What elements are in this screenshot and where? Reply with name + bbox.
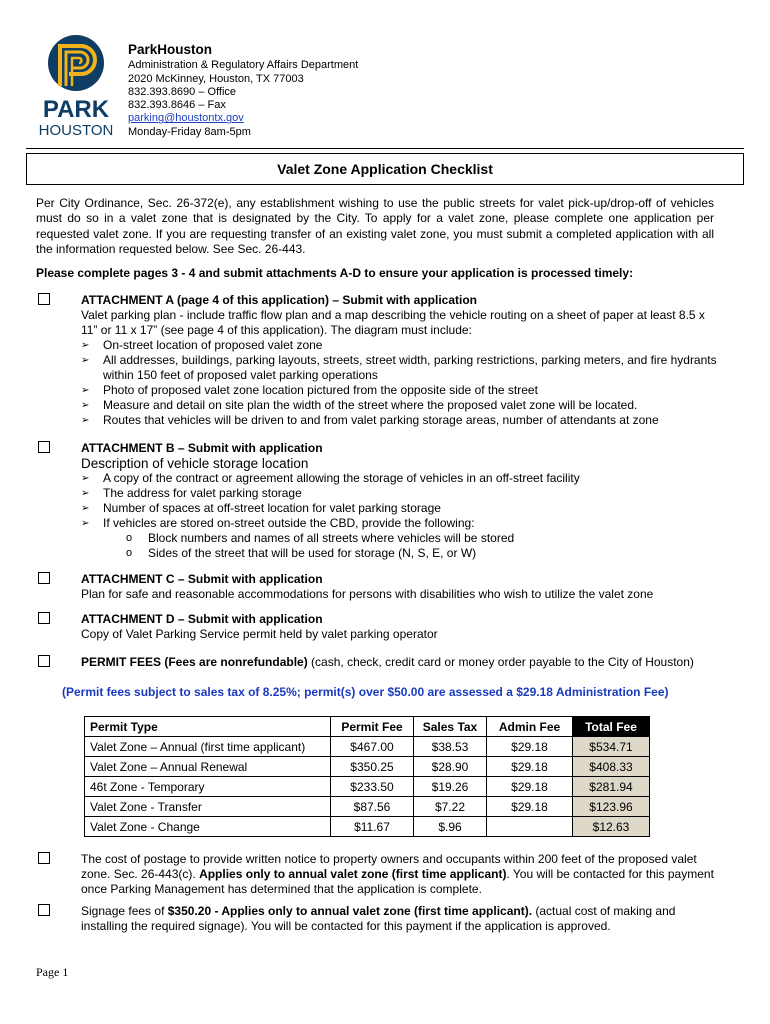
cell: Valet Zone - Transfer [85, 797, 331, 817]
attachment-b-subheading: Description of vehicle storage location [81, 456, 309, 471]
office-phone: 832.393.8690 – Office [128, 85, 237, 98]
fee-table [84, 716, 650, 837]
list-item: ➢ If vehicles are stored on-street outside the CBD, provide the following: [81, 516, 721, 531]
table-row [85, 777, 650, 797]
header-permit-fee: Permit Fee [331, 717, 414, 737]
park-houston-logo [33, 34, 119, 138]
header-total-fee: Total Fee [573, 717, 650, 737]
attachment-b [81, 441, 721, 561]
total-cell: $534.71 [573, 737, 650, 757]
attachment-a-list [81, 338, 721, 428]
total-cell: $12.63 [573, 817, 650, 837]
attachment-c-heading: ATTACHMENT C – Submit with application [81, 572, 323, 586]
page-number: Page 1 [36, 965, 69, 979]
table-header-row [85, 717, 650, 737]
attachment-a-checkbox[interactable] [38, 293, 50, 305]
cell: 46t Zone - Temporary [85, 777, 331, 797]
header-admin-fee: Admin Fee [487, 717, 573, 737]
attachment-b-list [81, 471, 721, 531]
postage-checkbox[interactable] [38, 852, 50, 864]
attachment-a-text: Valet parking plan - include traffic flow plan and a map describing the vehicle routing on a sheet of paper at least 8.5 x 11” or 11 x 17” (see page 4 of this application). The diagram must include: [81, 308, 705, 337]
cell: $11.67 [331, 817, 414, 837]
postage-text-end: . You will be contacted for this payment once Parking Management has determined that the application is complete. [81, 867, 714, 896]
total-cell: $408.33 [573, 757, 650, 777]
email-link[interactable]: parking@houstontx.gov [128, 112, 244, 125]
instruction-text: Please complete pages 3 - 4 and submit attachments A-D to ensure your application is processed timely: [36, 266, 634, 280]
cell: $467.00 [331, 737, 414, 757]
address: 2020 McKinney, Houston, TX 77003 [128, 72, 304, 85]
postage-bold: Applies only to annual valet zone (first time applicant) [199, 867, 507, 881]
cell: $38.53 [414, 737, 487, 757]
attachment-d-checkbox[interactable] [38, 612, 50, 624]
cell: $28.90 [414, 757, 487, 777]
list-item: o Block numbers and names of all streets where vehicles will be stored [126, 531, 721, 546]
page-title: Valet Zone Application Checklist [26, 153, 744, 185]
office-hours: Monday-Friday 8am-5pm [128, 125, 251, 138]
attachment-d-text: Copy of Valet Parking Service permit held by valet parking operator [81, 627, 438, 641]
permit-fees [81, 655, 721, 670]
attachment-a [81, 293, 721, 428]
table-row [85, 797, 650, 817]
cell: Valet Zone – Annual Renewal [85, 757, 331, 777]
list-item: ➢ Photo of proposed valet zone location pictured from the opposite side of the street [81, 383, 721, 398]
list-item: ➢ Measure and detail on site plan the width of the street where the proposed valet zone will be located. [81, 398, 721, 413]
table-row [85, 737, 650, 757]
list-item: ➢ Number of spaces at off-street location for valet parking storage [81, 501, 721, 516]
cell: $.96 [414, 817, 487, 837]
signage-text-end: (actual cost of making and installing the required signage). You will be contacted for this payment if the application is approved. [81, 904, 676, 933]
cell: $29.18 [487, 757, 573, 777]
postage-text: The cost of postage to provide written notice to property owners and occupants within 200 feet of the proposed valet zone. Sec. 26-443(c). [81, 852, 697, 881]
permit-fees-checkbox[interactable] [38, 655, 50, 667]
cell: $87.56 [331, 797, 414, 817]
list-item: ➢ All addresses, buildings, parking layouts, streets, street width, parking restrictions, parking meters, and fire hydrants within 150 feet of proposed valet parking operations [81, 353, 721, 383]
list-item: o Sides of the street that will be used for storage (N, S, E, or W) [126, 546, 721, 561]
cell: Valet Zone – Annual (first time applicant) [85, 737, 331, 757]
permit-fees-heading: PERMIT FEES (Fees are nonrefundable) [81, 655, 308, 669]
header-permit-type: Permit Type [85, 717, 331, 737]
signage-item [81, 904, 715, 934]
table-row [85, 817, 650, 837]
title-rule [26, 148, 744, 149]
attachment-b-sublist [126, 531, 721, 561]
attachment-b-checkbox[interactable] [38, 441, 50, 453]
attachment-d [81, 612, 721, 642]
list-item: ➢ Routes that vehicles will be driven to and from valet parking storage areas, number of attendants at zone [81, 413, 721, 428]
cell: $233.50 [331, 777, 414, 797]
total-cell: $123.96 [573, 797, 650, 817]
svg-text:HOUSTON: HOUSTON [38, 122, 114, 138]
cell: $7.22 [414, 797, 487, 817]
signage-checkbox[interactable] [38, 904, 50, 916]
organization-info [128, 43, 358, 139]
attachment-c-text: Plan for safe and reasonable accommodations for persons with disabilities who wish to utilize the valet zone [81, 587, 654, 601]
attachment-c-checkbox[interactable] [38, 572, 50, 584]
total-cell: $281.94 [573, 777, 650, 797]
signage-text: Signage fees of [81, 904, 168, 918]
postage-item [81, 852, 715, 897]
list-item: ➢ On-street location of proposed valet zone [81, 338, 721, 353]
permit-fees-note: (Permit fees subject to sales tax of 8.25%; permit(s) over $50.00 are assessed a $29.18 Administration Fee) [62, 685, 669, 699]
cell: $350.25 [331, 757, 414, 777]
intro-paragraph: Per City Ordinance, Sec. 26-372(e), any establishment wishing to use the public streets for valet pick-up/drop-off of vehicles must do so in a valet zone that is designated by the City. To apply for a valet zone, please complete one application per requested valet zone. If you are requesting transfer of an existing valet zone, you must submit a completed application with all the information requested below. See Sec. 26-443. [36, 196, 714, 257]
attachment-a-heading: ATTACHMENT A (page 4 of this application) – Submit with application [81, 293, 477, 307]
svg-text:PARK: PARK [42, 96, 110, 123]
list-item: ➢ A copy of the contract or agreement allowing the storage of vehicles in an off-street facility [81, 471, 721, 486]
cell: $29.18 [487, 737, 573, 757]
table-row [85, 757, 650, 777]
signage-bold: $350.20 - Applies only to annual valet zone (first time applicant). [167, 904, 533, 918]
cell: $29.18 [487, 777, 573, 797]
department: Administration & Regulatory Affairs Department [128, 59, 359, 72]
attachment-c [81, 572, 721, 602]
attachment-d-heading: ATTACHMENT D – Submit with application [81, 612, 323, 626]
permit-fees-text: (cash, check, credit card or money order payable to the City of Houston) [307, 655, 694, 669]
list-item: ➢ The address for valet parking storage [81, 486, 721, 501]
cell: Valet Zone - Change [85, 817, 331, 837]
cell [487, 817, 573, 837]
fax-number: 832.393.8646 – Fax [128, 99, 226, 112]
cell: $19.26 [414, 777, 487, 797]
attachment-b-heading: ATTACHMENT B – Submit with application [81, 441, 323, 455]
header-sales-tax: Sales Tax [414, 717, 487, 737]
org-name: ParkHouston [128, 42, 213, 57]
cell: $29.18 [487, 797, 573, 817]
